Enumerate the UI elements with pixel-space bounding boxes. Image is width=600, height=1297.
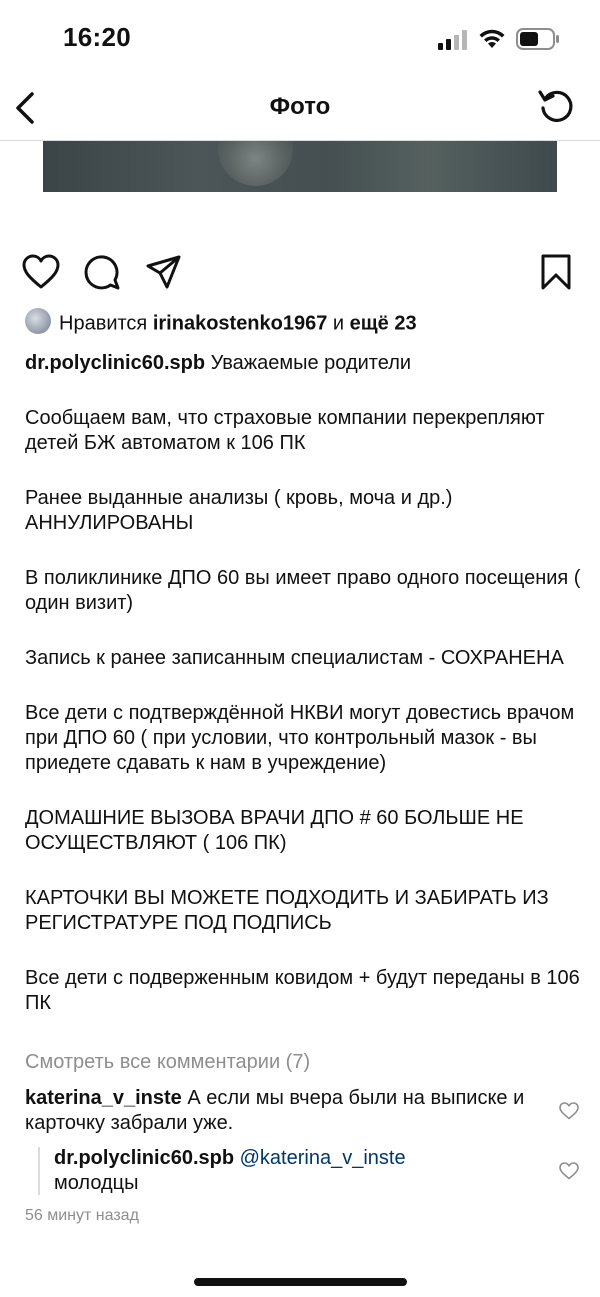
likes-prefix: Нравится [59,312,148,335]
status-bar [0,0,600,80]
comment-text: А если мы вчера были на выписке и карточку забрали уже. [25,1087,525,1134]
caption-paragraph: Запись к ранее записанным специалистам - СОХРАНЕНА [25,647,564,669]
reply-thread-line [38,1147,40,1195]
caption-paragraph: Сообщаем вам, что страховые компании перекрепляют детей БЖ автоматом к 106 ПК [25,407,545,454]
comment-icon[interactable] [84,254,120,290]
comment-mention[interactable]: @katerina_v_inste [239,1147,406,1169]
avatar [25,308,51,334]
comment-username[interactable]: katerina_v_inste [25,1087,182,1109]
share-icon[interactable] [146,254,182,290]
caption-username[interactable]: dr.polyclinic60.spb [25,352,206,374]
status-time: 16:20 [63,22,131,52]
likes-more-count[interactable]: ещё 23 [349,312,417,335]
liked-by-username[interactable]: irinakostenko1967 [152,312,328,335]
home-indicator[interactable] [194,1278,407,1286]
caption-paragraph: Все дети с подверженным ковидом + будут переданы в 106 ПК [25,967,580,1014]
caption-greeting: Уважаемые родители [210,352,412,374]
page-title: Фото [269,93,331,120]
comment-like-heart-icon[interactable] [559,1102,579,1120]
caption-paragraph: КАРТОЧКИ ВЫ МОЖЕТЕ ПОДХОДИТЬ И ЗАБИРАТЬ ИЗ РЕГИСТРАТУРЕ ПОД ПОДПИСЬ [25,887,549,934]
post-photo[interactable] [43,141,557,192]
battery-icon [516,28,560,50]
view-all-comments-link[interactable]: Смотреть все комментарии (7) [25,1051,311,1073]
caption-paragraph: Все дети с подтверждённой НКВИ могут довестись врачом при ДПО 60 ( при условии, что контрольный мазок - вы приедете сдавать к нам в учреждение) [25,702,575,774]
caption-paragraph: ДОМАШНИЕ ВЫЗОВА ВРАЧИ ДПО # 60 БОЛЬШЕ НЕ ОСУЩЕСТВЛЯЮТ ( 106 ПК) [25,807,524,854]
comment-like-heart-icon[interactable] [559,1162,579,1180]
comment [25,1086,525,1136]
refresh-icon[interactable] [536,86,576,126]
wifi-icon [478,27,506,49]
caption-first-line [25,351,585,376]
bookmark-icon[interactable] [540,254,572,290]
comment-reply [54,1146,534,1196]
post-timestamp: 56 минут назад [25,1207,139,1224]
nav-bar [0,80,600,141]
comment-username[interactable]: dr.polyclinic60.spb [54,1147,235,1169]
caption-paragraph: Ранее выданные анализы ( кровь, моча и др.) АННУЛИРОВАНЫ [25,487,453,534]
cellular-signal-icon [438,30,468,50]
post-action-bar [0,250,600,298]
likes-connector: и [332,312,345,335]
likes-summary[interactable] [25,311,417,341]
heart-icon[interactable] [22,254,60,290]
caption-paragraph: В поликлинике ДПО 60 вы имеет право одного посещения ( один визит) [25,567,581,614]
post-caption [25,351,585,1046]
comment-text: молодцы [54,1172,139,1194]
